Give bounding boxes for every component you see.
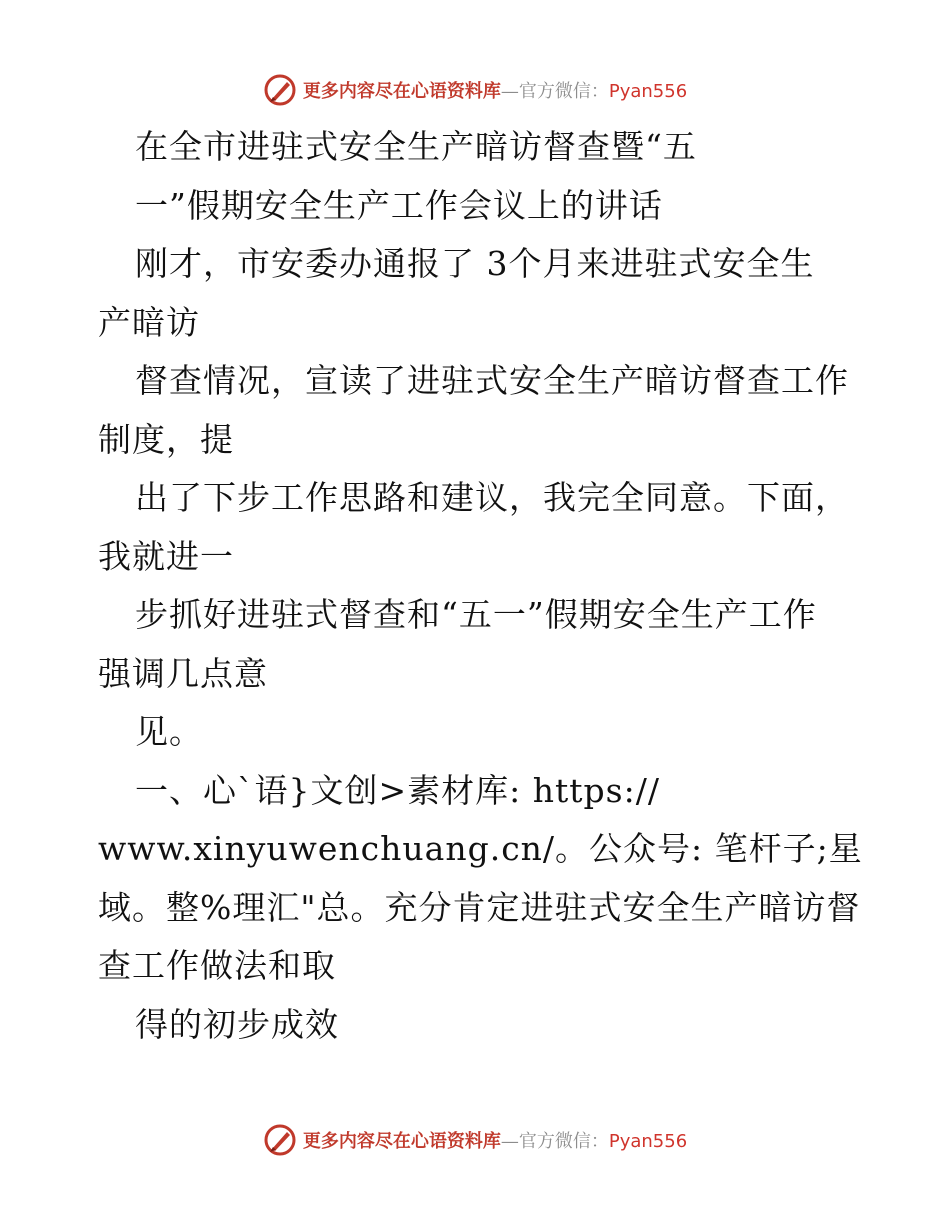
doc-line: 一”假期安全生产工作会议上的讲话 xyxy=(135,185,663,225)
doc-line: 见。 xyxy=(135,712,203,751)
doc-line: 出了下步工作思路和建议，我完全同意。下面， xyxy=(135,478,849,517)
footer-banner-dash: — xyxy=(500,1131,519,1152)
header-banner-text xyxy=(303,77,687,103)
doc-line: 产暗访 xyxy=(98,302,200,342)
doc-line: 步抓好进驻式督查和“五一”假期安全生产工作 xyxy=(135,595,817,634)
header-banner-wechat-label: 官方微信： xyxy=(518,81,609,102)
quill-pen-circle-icon xyxy=(263,1123,297,1157)
footer-banner-text xyxy=(303,1127,687,1153)
footer-banner xyxy=(0,1122,950,1158)
footer-banner-wechat-id: Pyan556 xyxy=(608,1131,688,1152)
doc-line: 一、心`语}文创>素材库: https:// xyxy=(135,770,660,810)
doc-line: 强调几点意 xyxy=(98,653,268,693)
quill-pen-circle-icon xyxy=(263,73,297,107)
doc-line: 域。整%理汇"总。充分肯定进驻式安全生产暗访督 xyxy=(98,887,861,927)
doc-line: www.xinyuwenchuang.cn/。公众号: 笔杆子;星 xyxy=(98,829,863,868)
footer-banner-title: 更多内容尽在心语资料库 xyxy=(302,1131,501,1152)
doc-line: 在全市进驻式安全生产暗访督查暨“五 xyxy=(135,127,697,166)
header-banner-wechat-id: Pyan556 xyxy=(608,81,688,102)
doc-line: 制度，提 xyxy=(98,419,234,459)
doc-line: 我就进一 xyxy=(98,536,234,576)
header-banner-dash: — xyxy=(500,81,519,102)
doc-line: 督查情况，宣读了进驻式安全生产暗访督查工作 xyxy=(135,361,849,400)
doc-line: 得的初步成效 xyxy=(135,1004,339,1044)
header-banner xyxy=(0,72,950,108)
doc-line: 刚才，市安委办通报了 3个月来进驻式安全生 xyxy=(135,244,815,283)
doc-line: 查工作做法和取 xyxy=(98,946,336,985)
footer-banner-wechat-label: 官方微信： xyxy=(518,1131,609,1152)
document-body xyxy=(98,118,863,1054)
header-banner-title: 更多内容尽在心语资料库 xyxy=(302,81,501,102)
